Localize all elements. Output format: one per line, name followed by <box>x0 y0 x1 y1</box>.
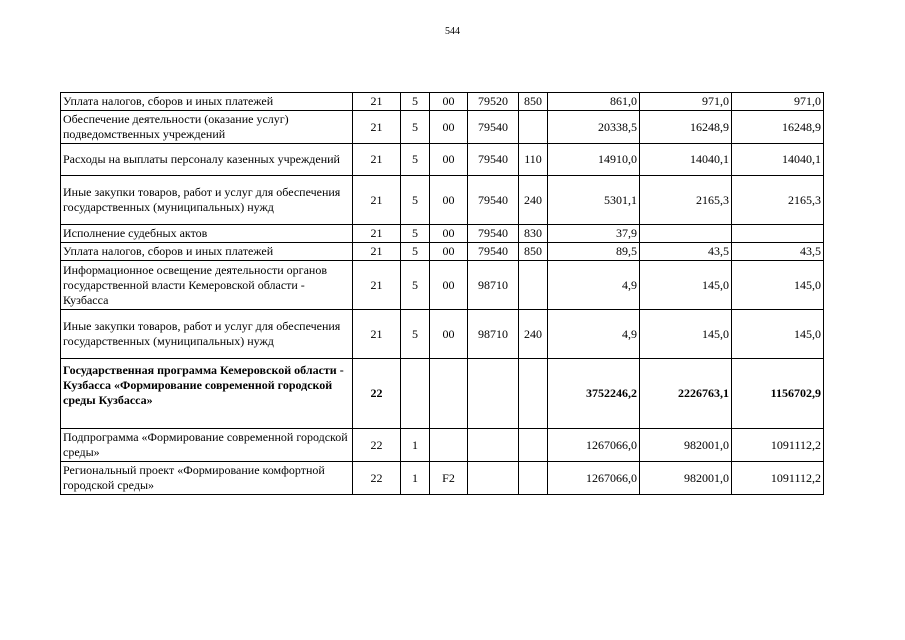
subprogram-code: 5 <box>401 144 430 176</box>
table-row <box>61 111 824 144</box>
amount-year-2: 2226763,1 <box>640 359 732 429</box>
expense-type: 830 <box>519 225 548 243</box>
amount-year-1: 1267066,0 <box>548 462 640 495</box>
subprogram-code: 5 <box>401 310 430 359</box>
direction-code: 00 <box>430 243 468 261</box>
amount-year-1: 5301,1 <box>548 176 640 225</box>
table-row <box>61 243 824 261</box>
direction-code: 00 <box>430 225 468 243</box>
amount-year-3: 2165,3 <box>732 176 824 225</box>
amount-year-2: 971,0 <box>640 93 732 111</box>
page-number: 544 <box>445 26 460 37</box>
row-name: Иные закупки товаров, работ и услуг для обеспечения государственных (муниципальных) нужд <box>61 176 353 225</box>
row-name: Уплата налогов, сборов и иных платежей <box>61 93 353 111</box>
row-name: Расходы на выплаты персоналу казенных учреждений <box>61 144 353 176</box>
expense-type <box>519 462 548 495</box>
amount-year-2: 145,0 <box>640 261 732 310</box>
program-code: 21 <box>353 144 401 176</box>
amount-year-3: 145,0 <box>732 261 824 310</box>
table-row <box>61 176 824 225</box>
direction-code: 00 <box>430 310 468 359</box>
program-code: 22 <box>353 359 401 429</box>
expense-code: 79540 <box>468 144 519 176</box>
subprogram-code: 5 <box>401 225 430 243</box>
amount-year-3: 971,0 <box>732 93 824 111</box>
direction-code: 00 <box>430 261 468 310</box>
amount-year-2: 16248,9 <box>640 111 732 144</box>
amount-year-2: 14040,1 <box>640 144 732 176</box>
expense-type: 240 <box>519 176 548 225</box>
program-code: 22 <box>353 429 401 462</box>
row-name: Обеспечение деятельности (оказание услуг) подведомственных учреждений <box>61 111 353 144</box>
amount-year-1: 861,0 <box>548 93 640 111</box>
amount-year-2: 982001,0 <box>640 462 732 495</box>
table-row <box>61 462 824 495</box>
expense-type <box>519 261 548 310</box>
expense-type <box>519 111 548 144</box>
amount-year-3: 1091112,2 <box>732 462 824 495</box>
program-code: 21 <box>353 225 401 243</box>
direction-code: 00 <box>430 93 468 111</box>
amount-year-1: 20338,5 <box>548 111 640 144</box>
subprogram-code: 5 <box>401 243 430 261</box>
program-code: 21 <box>353 310 401 359</box>
row-name: Региональный проект «Формирование комфортной городской среды» <box>61 462 353 495</box>
expense-code <box>468 359 519 429</box>
expense-type: 240 <box>519 310 548 359</box>
amount-year-1: 4,9 <box>548 261 640 310</box>
subprogram-code: 5 <box>401 176 430 225</box>
row-name: Подпрограмма «Формирование современной городской среды» <box>61 429 353 462</box>
table-row <box>61 359 824 429</box>
amount-year-1: 3752246,2 <box>548 359 640 429</box>
direction-code <box>430 429 468 462</box>
expense-type <box>519 359 548 429</box>
expense-code: 98710 <box>468 310 519 359</box>
amount-year-1: 4,9 <box>548 310 640 359</box>
expense-type <box>519 429 548 462</box>
amount-year-1: 37,9 <box>548 225 640 243</box>
table-row <box>61 429 824 462</box>
program-code: 21 <box>353 93 401 111</box>
amount-year-2: 2165,3 <box>640 176 732 225</box>
row-name: Государственная программа Кемеровской области - Кузбасса «Формирование современной городской среды Кузбасса» <box>61 359 353 429</box>
expense-code: 79540 <box>468 225 519 243</box>
direction-code <box>430 359 468 429</box>
amount-year-2: 145,0 <box>640 310 732 359</box>
amount-year-3: 145,0 <box>732 310 824 359</box>
table-row <box>61 93 824 111</box>
amount-year-3 <box>732 225 824 243</box>
amount-year-3: 1091112,2 <box>732 429 824 462</box>
expense-type: 850 <box>519 243 548 261</box>
row-name: Исполнение судебных актов <box>61 225 353 243</box>
subprogram-code: 5 <box>401 111 430 144</box>
row-name: Иные закупки товаров, работ и услуг для обеспечения государственных (муниципальных) нужд <box>61 310 353 359</box>
subprogram-code: 1 <box>401 429 430 462</box>
table-row <box>61 144 824 176</box>
amount-year-3: 1156702,9 <box>732 359 824 429</box>
expense-code: 79520 <box>468 93 519 111</box>
direction-code: 00 <box>430 111 468 144</box>
direction-code: 00 <box>430 176 468 225</box>
amount-year-2 <box>640 225 732 243</box>
budget-table <box>60 92 824 495</box>
amount-year-1: 89,5 <box>548 243 640 261</box>
row-name: Информационное освещение деятельности органов государственной власти Кемеровской области - Кузбасса <box>61 261 353 310</box>
subprogram-code: 1 <box>401 462 430 495</box>
table-row <box>61 225 824 243</box>
amount-year-1: 14910,0 <box>548 144 640 176</box>
subprogram-code: 5 <box>401 93 430 111</box>
amount-year-3: 16248,9 <box>732 111 824 144</box>
amount-year-2: 982001,0 <box>640 429 732 462</box>
expense-code: 98710 <box>468 261 519 310</box>
direction-code: F2 <box>430 462 468 495</box>
expense-code: 79540 <box>468 243 519 261</box>
program-code: 21 <box>353 261 401 310</box>
program-code: 21 <box>353 111 401 144</box>
expense-code: 79540 <box>468 111 519 144</box>
direction-code: 00 <box>430 144 468 176</box>
expense-code <box>468 462 519 495</box>
amount-year-3: 14040,1 <box>732 144 824 176</box>
subprogram-code: 5 <box>401 261 430 310</box>
program-code: 21 <box>353 243 401 261</box>
expense-type: 850 <box>519 93 548 111</box>
expense-code <box>468 429 519 462</box>
amount-year-1: 1267066,0 <box>548 429 640 462</box>
expense-code: 79540 <box>468 176 519 225</box>
program-code: 22 <box>353 462 401 495</box>
table-row <box>61 261 824 310</box>
expense-type: 110 <box>519 144 548 176</box>
amount-year-3: 43,5 <box>732 243 824 261</box>
program-code: 21 <box>353 176 401 225</box>
subprogram-code <box>401 359 430 429</box>
table-row <box>61 310 824 359</box>
amount-year-2: 43,5 <box>640 243 732 261</box>
row-name: Уплата налогов, сборов и иных платежей <box>61 243 353 261</box>
